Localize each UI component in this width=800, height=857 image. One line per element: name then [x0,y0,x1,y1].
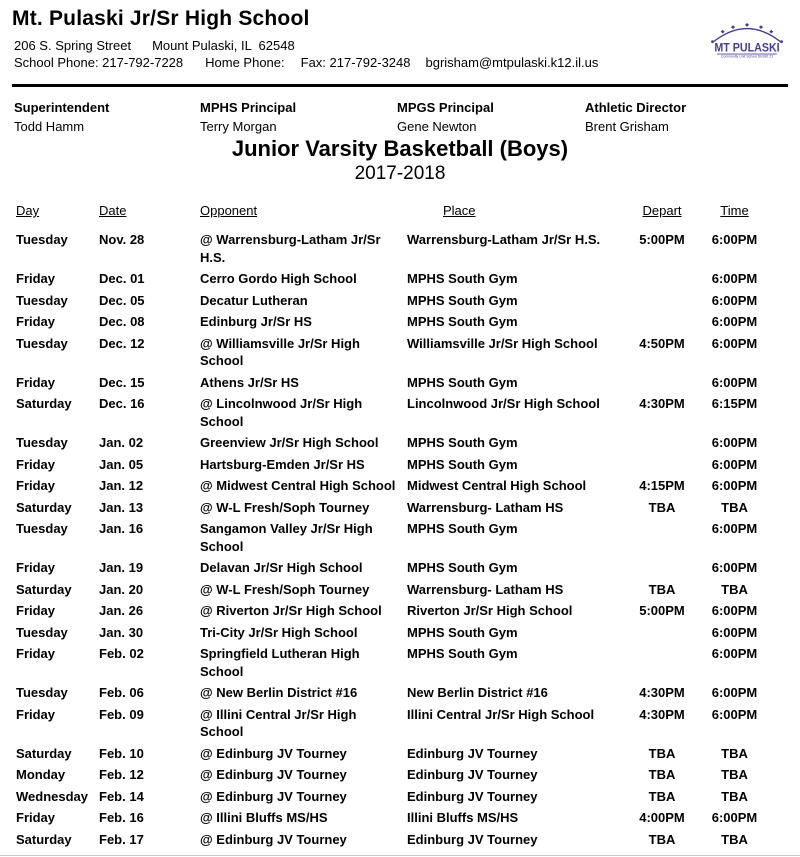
street-address: 206 S. Spring Street [14,38,132,53]
game-date: Jan. 30 [99,624,144,640]
game-depart: 5:00PM [639,232,685,247]
game-time: TBA [721,745,748,761]
column-header-time: Time [720,203,749,218]
game-row [16,788,772,810]
game-row [16,477,772,499]
game-day: Saturday [16,581,72,597]
game-depart: 4:30PM [639,706,685,722]
game-opponent: @ Illini Bluffs MS/HS [200,810,328,825]
game-depart: TBA [648,499,676,515]
column-header-opponent: Opponent [200,203,258,218]
game-opponent: Edinburg Jr/Sr HS [200,314,312,329]
game-row [16,395,772,434]
game-row [16,559,772,581]
game-day: Saturday [16,745,72,761]
game-day: Friday [16,603,56,618]
game-opponent: Cerro Gordo High School [200,271,357,286]
game-place: Riverton Jr/Sr High School [407,603,573,618]
game-day: Tuesday [16,292,68,308]
game-day: Saturday [16,499,72,515]
game-day: Friday [16,810,56,825]
game-time: TBA [721,767,748,782]
game-day: Friday [16,314,56,329]
game-depart [627,374,697,396]
game-day: Tuesday [16,521,68,536]
game-row [16,831,772,853]
game-depart: 5:00PM [639,603,685,618]
game-place: Edinburg JV Tourney [407,831,538,847]
game-time: 6:00PM [711,335,758,351]
game-date: Jan. 05 [99,456,144,472]
staff-superintendent [14,100,109,134]
game-place: Warrensburg- Latham HS [407,581,564,597]
district-logo [705,14,789,60]
game-opponent: @ Lincolnwood Jr/Sr High School [200,396,363,429]
game-depart [627,559,697,581]
game-time: 6:00PM [711,314,758,329]
game-depart: TBA [648,767,676,782]
schedule-table [16,202,772,852]
game-day: Monday [16,767,66,782]
game-date: Jan. 26 [99,603,144,618]
game-place: Edinburg JV Tourney [407,788,538,804]
header-divider [12,84,788,87]
game-place: MPHS South Gym [407,435,518,450]
game-place: New Berlin District #16 [407,685,548,700]
game-depart: 4:15PM [639,478,685,493]
game-row [16,766,772,788]
game-time: 6:00PM [711,292,758,308]
game-day: Saturday [16,396,72,411]
game-time: TBA [721,831,748,847]
game-time: TBA [721,788,748,804]
game-date: Dec. 15 [99,374,145,390]
game-row [16,335,772,374]
game-date: Feb. 06 [99,685,144,700]
game-time: 6:00PM [711,521,758,536]
staff-mphs-principal [200,100,296,134]
page-title: Junior Varsity Basketball (Boys) [231,136,569,161]
logo-dot-right [780,40,783,43]
game-depart: 4:50PM [639,335,685,351]
game-row [16,602,772,624]
game-day: Tuesday [16,685,68,700]
schedule-table-header [16,202,772,231]
staff-title: Superintendent [14,100,110,115]
game-opponent: Springfield Lutheran High School [200,646,360,679]
page-bottom-edge [0,855,800,856]
game-depart [627,434,697,456]
staff-title: MPGS Principal [397,100,494,115]
game-place: Illini Bluffs MS/HS [407,810,519,825]
game-time: 6:00PM [711,374,758,390]
game-time: 6:00PM [711,271,758,286]
game-date: Dec. 12 [99,335,145,351]
game-opponent: Tri-City Jr/Sr High School [200,624,358,640]
game-depart [627,624,697,646]
game-time: 6:00PM [711,435,758,450]
column-header-day: Day [16,203,40,218]
school-phone: School Phone: 217-792-7228 [14,55,184,70]
game-day: Friday [16,706,56,722]
game-row [16,374,772,396]
game-opponent: @ Warrensburg-Latham Jr/Sr H.S. [200,232,381,265]
game-row [16,292,772,314]
game-row [16,434,772,456]
game-opponent: @ Edinburg JV Tourney [200,745,347,761]
column-header-depart: Depart [642,203,682,218]
game-day: Friday [16,271,56,286]
game-opponent: @ W-L Fresh/Soph Tourney [200,581,370,597]
game-row [16,645,772,684]
column-header-place: Place [443,203,476,218]
game-day: Friday [16,374,56,390]
game-day: Tuesday [16,624,68,640]
game-opponent: @ New Berlin District #16 [200,685,358,700]
game-time: 6:00PM [711,685,758,700]
game-time: 6:00PM [711,624,758,640]
game-depart: 4:30PM [639,396,685,411]
game-time: 6:00PM [711,232,758,247]
game-place: Warrensburg- Latham HS [407,499,564,515]
game-depart [627,292,697,314]
game-date: Jan. 02 [99,435,144,450]
game-date: Dec. 16 [99,396,145,411]
logo-star [731,25,735,29]
game-time: 6:00PM [711,560,758,575]
game-depart: TBA [648,581,676,597]
game-opponent: Hartsburg-Emden Jr/Sr HS [200,456,365,472]
schedule-table-body [16,231,772,852]
home-phone-label: Home Phone: [205,55,285,70]
game-row [16,581,772,603]
game-opponent: @ Edinburg JV Tourney [200,767,347,782]
column-header-date: Date [99,203,127,218]
game-row [16,809,772,831]
game-opponent: @ Midwest Central High School [200,478,396,493]
game-opponent: Greenview Jr/Sr High School [200,435,379,450]
fax-number: Fax: 217-792-3248 [300,55,411,70]
game-date: Feb. 16 [99,810,144,825]
game-row [16,624,772,646]
staff-athletic-director [585,100,686,134]
game-depart: 4:00PM [639,810,685,825]
game-day: Saturday [16,831,72,847]
staff-title: MPHS Principal [200,100,297,115]
logo-tagline: Community Unit School District 23 [720,54,774,59]
game-place: MPHS South Gym [407,374,518,390]
game-date: Jan. 12 [99,478,144,493]
game-row [16,745,772,767]
staff-name: Brent Grisham [585,119,669,134]
game-opponent: @ Williamsville Jr/Sr High School [200,335,360,368]
game-place: MPHS South Gym [407,271,518,286]
game-day: Tuesday [16,435,68,450]
game-time: 6:00PM [711,706,758,722]
game-opponent: @ Illini Central Jr/Sr High School [200,706,357,739]
logo-star [721,30,725,34]
game-date: Feb. 10 [99,745,144,761]
school-address [14,38,295,53]
game-place: MPHS South Gym [407,314,518,329]
game-date: Jan. 16 [99,521,144,536]
game-place: MPHS South Gym [407,521,518,536]
game-place: MPHS South Gym [407,292,518,308]
game-place: Williamsville Jr/Sr High School [407,335,598,351]
game-depart [627,313,697,335]
staff-mpgs-principal [397,100,494,134]
game-depart: TBA [648,788,676,804]
game-day: Tuesday [16,335,68,351]
game-place: MPHS South Gym [407,646,518,661]
game-opponent: @ W-L Fresh/Soph Tourney [200,499,370,515]
staff-name: Terry Morgan [200,119,277,134]
game-time: 6:00PM [711,478,758,493]
game-row [16,231,772,270]
game-time: 6:15PM [711,396,758,411]
game-row [16,313,772,335]
city-state-zip: Mount Pulaski, IL 62548 [152,38,295,53]
game-depart [627,520,697,559]
game-date: Feb. 02 [99,646,144,661]
game-date: Feb. 09 [99,706,144,722]
game-time: TBA [721,499,748,515]
logo-star [759,25,763,29]
game-opponent: Decatur Lutheran [200,292,308,308]
game-date: Jan. 13 [99,499,144,515]
logo-text: MT PULASKI [714,41,780,55]
staff-title: Athletic Director [585,100,687,115]
game-date: Dec. 08 [99,314,145,329]
header-row [16,202,772,231]
game-date: Feb. 14 [99,788,144,804]
game-date: Dec. 01 [99,271,145,286]
game-depart: TBA [648,745,676,761]
game-day: Friday [16,478,56,493]
game-place: Illini Central Jr/Sr High School [407,706,595,722]
game-time: 6:00PM [711,810,758,825]
game-row [16,706,772,745]
game-place: Edinburg JV Tourney [407,767,538,782]
game-time: 6:00PM [711,646,758,661]
game-opponent: Delavan Jr/Sr High School [200,560,363,575]
game-opponent: @ Edinburg JV Tourney [200,788,347,804]
game-row [16,499,772,521]
game-depart [627,270,697,292]
game-date: Jan. 20 [99,581,144,597]
game-opponent: Athens Jr/Sr HS [200,374,299,390]
game-day: Tuesday [16,232,68,247]
game-row [16,520,772,559]
game-place: Warrensburg-Latham Jr/Sr H.S. [407,232,601,247]
game-time: TBA [721,581,748,597]
game-opponent: @ Riverton Jr/Sr High School [200,603,382,618]
game-date: Nov. 28 [99,232,145,247]
game-date: Dec. 05 [99,292,145,308]
school-name: Mt. Pulaski Jr/Sr High School [12,7,310,30]
game-row [16,684,772,706]
staff-name: Gene Newton [397,119,477,134]
game-time: 6:00PM [711,603,758,618]
game-opponent: @ Edinburg JV Tourney [200,831,347,847]
game-depart: TBA [648,831,676,847]
game-place: Edinburg JV Tourney [407,745,538,761]
game-opponent: Sangamon Valley Jr/Sr High School [200,521,373,554]
game-date: Jan. 19 [99,560,144,575]
game-day: Friday [16,646,56,661]
game-row [16,456,772,478]
game-place: MPHS South Gym [407,456,518,472]
game-date: Feb. 17 [99,831,144,847]
game-place: MPHS South Gym [407,624,518,640]
game-time: 6:00PM [711,456,758,472]
game-day: Wednesday [16,788,89,804]
game-place: Lincolnwood Jr/Sr High School [407,396,600,411]
game-depart [627,456,697,478]
game-row [16,270,772,292]
logo-star [769,30,773,34]
game-day: Friday [16,560,56,575]
season-label: 2017-2018 [354,163,446,184]
game-depart: 4:30PM [639,685,685,700]
game-place: MPHS South Gym [407,560,518,575]
game-day: Friday [16,456,56,472]
staff-name: Todd Hamm [14,119,85,134]
email-address: bgrisham@mtpulaski.k12.il.us [425,55,599,70]
logo-star [745,23,749,27]
game-depart [627,645,697,684]
game-place: Midwest Central High School [407,478,587,493]
contact-line [14,55,598,70]
game-date: Feb. 12 [99,767,144,782]
